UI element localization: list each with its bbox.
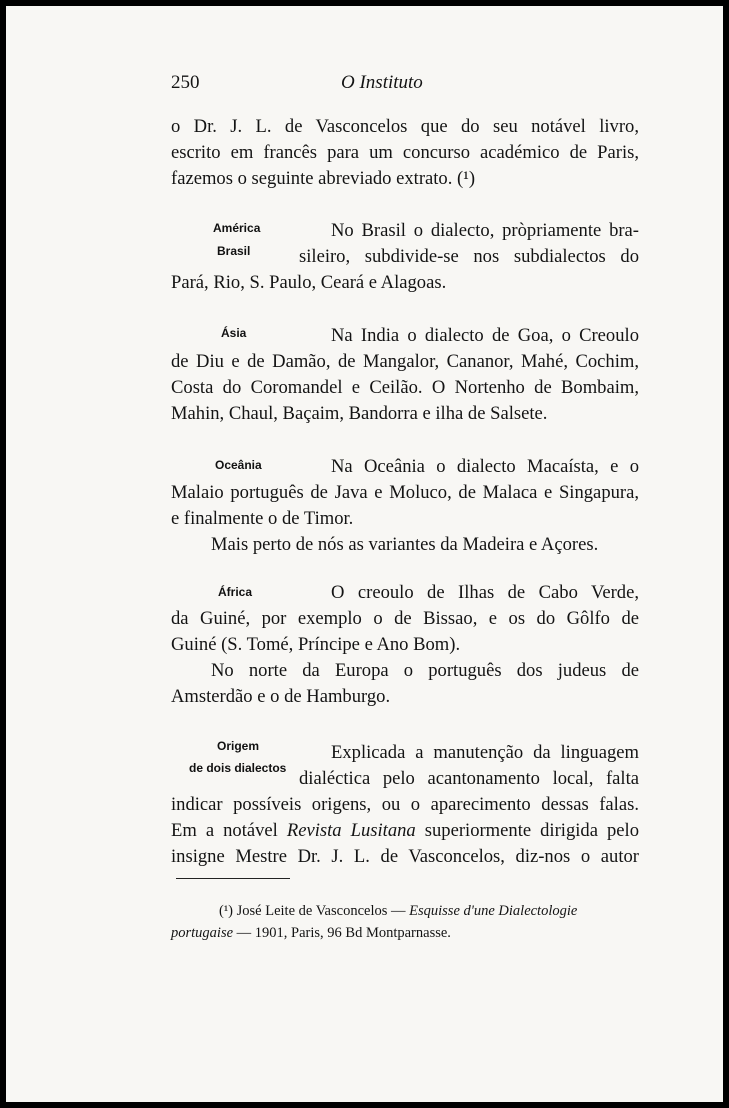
text-line: Na India o dialecto de Goa, o Creoulo bbox=[331, 325, 639, 346]
section-asia bbox=[171, 323, 639, 427]
text-line: indicar possíveis origens, ou o aparecimento dessas falas. bbox=[171, 794, 639, 815]
text-line: e finalmente o de Timor. bbox=[171, 508, 354, 529]
section-america bbox=[171, 218, 639, 296]
intro-paragraph bbox=[171, 114, 639, 192]
text-line: dialéctica pelo acantonamento local, falta bbox=[299, 768, 639, 789]
section-origem bbox=[171, 740, 639, 870]
text-line: No Brasil o dialecto, pròpriamente bra- bbox=[331, 220, 639, 241]
book-page bbox=[6, 6, 723, 1102]
text-line: Costa do Coromandel e Ceilão. O Nortenho de Bombaim, bbox=[171, 377, 639, 398]
text-line-prefix: Em a notável bbox=[171, 820, 278, 841]
text-line-suffix: superiormente dirigida pelo bbox=[424, 820, 639, 841]
running-title: O Instituto bbox=[341, 72, 423, 93]
footnote-title-part2: portugaise bbox=[171, 925, 234, 941]
text-line: Malaio português de Java e Moluco, de Malaca e Singapura, bbox=[171, 482, 639, 503]
text-line: o Dr. J. L. de Vasconcelos que do seu notável livro, bbox=[171, 116, 639, 137]
side-note-origem: Origem bbox=[217, 739, 260, 753]
text-line: da Guiné, por exemplo o de Bissao, e os do Gôlfo de bbox=[171, 608, 639, 629]
footnote-author: José Leite de Vasconcelos — bbox=[236, 903, 406, 919]
side-note-de-dois-dialectos: de dois dialectos bbox=[189, 761, 287, 775]
section-oceania bbox=[171, 454, 639, 558]
text-line: de Diu e de Damão, de Mangalor, Cananor, Mahé, Cochim, bbox=[171, 351, 639, 372]
side-note-brasil: Brasil bbox=[217, 244, 251, 258]
footnote-details: — 1901, Paris, 96 Bd Montparnasse. bbox=[236, 925, 451, 941]
journal-title: Revista Lusitana bbox=[286, 820, 416, 841]
text-line: escrito em francês para um concurso académico de Paris, bbox=[171, 142, 639, 163]
footnote bbox=[171, 900, 639, 944]
footnote-divider bbox=[176, 878, 290, 879]
text-line: insigne Mestre Dr. J. L. de Vasconcelos, diz-nos o autor bbox=[171, 846, 639, 867]
text-line: Guiné (S. Tomé, Príncipe e Ano Bom). bbox=[171, 634, 461, 655]
text-line bbox=[171, 166, 639, 192]
text-line: O creoulo de Ilhas de Cabo Verde, bbox=[331, 582, 639, 603]
text-line: Pará, Rio, S. Paulo, Ceará e Alagoas. bbox=[171, 272, 447, 293]
page-header bbox=[6, 72, 723, 102]
footnote-line bbox=[171, 900, 639, 922]
text-line: sileiro, subdivide-se nos subdialectos do bbox=[299, 246, 639, 267]
footnote-reference: (¹) bbox=[457, 168, 476, 189]
footnote-marker: (¹) bbox=[219, 903, 234, 919]
text-line: Na Oceânia o dialecto Macaísta, e o bbox=[331, 456, 639, 477]
text-line bbox=[171, 818, 639, 844]
text-line-content: fazemos o seguinte abreviado extrato. bbox=[171, 168, 453, 189]
text-line: Explicada a manutenção da linguagem bbox=[331, 742, 639, 763]
side-note-asia: Ásia bbox=[221, 326, 247, 340]
text-line: Mahin, Chaul, Baçaim, Bandorra e ilha de Salsete. bbox=[171, 403, 548, 424]
side-note-oceania: Oceânia bbox=[215, 458, 262, 472]
side-note-america: América bbox=[213, 221, 261, 235]
footnote-title-part1: Esquisse d'une Dialectologie bbox=[409, 903, 578, 919]
footnote-line bbox=[171, 922, 639, 944]
page-number: 250 bbox=[171, 72, 200, 93]
text-line: Amsterdão e o de Hamburgo. bbox=[171, 686, 391, 707]
text-line: No norte da Europa o português dos judeus de bbox=[211, 660, 639, 681]
side-note-africa: África bbox=[218, 585, 253, 599]
section-africa bbox=[171, 580, 639, 710]
text-line: Mais perto de nós as variantes da Madeira e Açores. bbox=[211, 534, 599, 555]
